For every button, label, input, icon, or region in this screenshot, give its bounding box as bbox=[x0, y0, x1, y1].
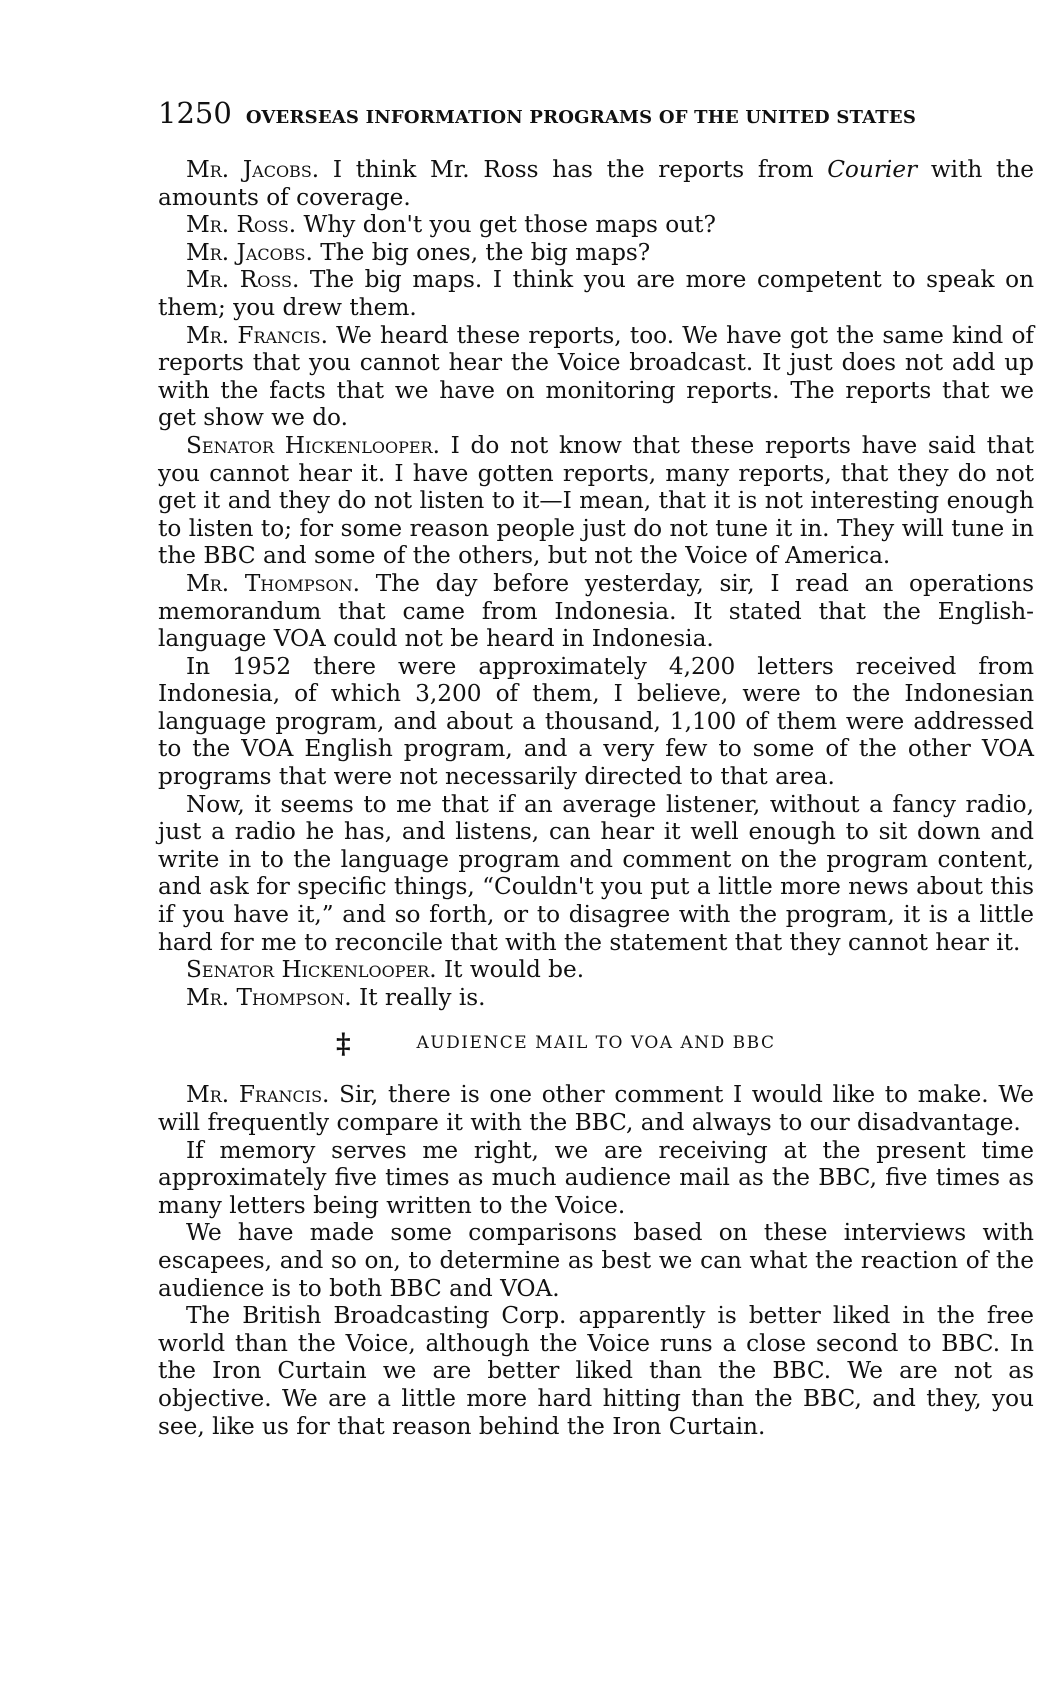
paragraph-text: The British Broadcasting Corp. apparently is better liked in the free world than the Voice, although the Voice runs a close second to BBC. In the Iron Curtain we are better liked than the BBC. We are not as objective. We are a little more hard hitting than the BBC, and they, you see, like us for that reason behind the Iron Curtain. bbox=[158, 1302, 1034, 1440]
page-number: 1250 bbox=[158, 96, 232, 130]
speaker-name: Senator Hickenlooper. bbox=[186, 956, 437, 984]
paragraph bbox=[158, 156, 1034, 211]
paragraph bbox=[158, 1081, 1034, 1136]
body-part-2 bbox=[158, 1081, 1034, 1440]
speaker-name: Mr. Francis. bbox=[186, 1081, 330, 1109]
paragraph-text: I think Mr. Ross has the reports from bbox=[319, 156, 828, 183]
paragraph bbox=[158, 266, 1034, 321]
paragraph-text: with the amounts of coverage. bbox=[158, 156, 1035, 211]
section-header bbox=[158, 1027, 1034, 1061]
paragraph-text: It would be. bbox=[436, 956, 585, 984]
body-part-1 bbox=[158, 156, 1034, 1011]
paragraph-text: It really is. bbox=[351, 983, 486, 1011]
paragraph-text: The big maps. I think you are more competent to speak on them; you drew them. bbox=[158, 266, 1035, 321]
document-page bbox=[158, 96, 1034, 1440]
paragraph-text: The day before yesterday, sir, I read an operations memorandum that came from Indonesia. It stated that the English-language VOA could not be heard in Indonesia. bbox=[158, 569, 1034, 653]
speaker-name: Mr. Thompson. bbox=[186, 569, 361, 597]
speaker-name: Mr. Ross. bbox=[186, 211, 297, 239]
page-header bbox=[158, 96, 1034, 140]
paragraph bbox=[158, 956, 1034, 984]
speaker-name: Mr. Francis. bbox=[186, 321, 328, 349]
paragraph bbox=[158, 432, 1034, 570]
speaker-name: Senator Hickenlooper. bbox=[186, 431, 440, 459]
paragraph-text: Sir, there is one other comment I would like to make. We will frequently compare it with the BBC, and always to our disadvantage. bbox=[158, 1081, 1034, 1136]
paragraph bbox=[158, 984, 1034, 1012]
paragraph bbox=[158, 322, 1034, 432]
margin-mark: ‡ bbox=[336, 1027, 351, 1061]
speaker-name: Mr. Jacobs. bbox=[186, 156, 320, 183]
paragraph bbox=[158, 791, 1034, 957]
paragraph-text: We heard these reports, too. We have got the same kind of reports that you cannot hear the Voice broadcast. It just does not add up with the facts that we have on monitoring reports. The reports that we get show we do. bbox=[158, 321, 1035, 432]
section-heading: AUDIENCE MAIL TO VOA AND BBC bbox=[416, 1033, 776, 1054]
paragraph bbox=[158, 1137, 1034, 1220]
publication-name: Courier bbox=[827, 156, 918, 183]
paragraph-text: Now, it seems to me that if an average listener, without a fancy radio, just a radio he has, and listens, can hear it well enough to sit down and write in to the language program and comment on the program content, and ask for specific things, “Couldn't you put a little more news about this if you have it,” and so forth, or to disagree with the program, it is a little hard for me to reconcile that with the statement that they cannot hear it. bbox=[158, 790, 1034, 956]
running-head: OVERSEAS INFORMATION PROGRAMS OF THE UNITED STATES bbox=[245, 107, 917, 128]
paragraph bbox=[158, 653, 1034, 791]
speaker-name: Mr. Jacobs. bbox=[186, 238, 313, 266]
paragraph-text: In 1952 there were approximately 4,200 letters received from Indonesia, of which 3,200 of them, I believe, were to the Indonesian language program, and about a thousand, 1,100 of them were addressed to the VOA English program, and a very few to some of the other VOA programs that were not necessarily directed to that area. bbox=[158, 652, 1034, 791]
speaker-name: Mr. Ross. bbox=[186, 266, 300, 294]
paragraph-text: The big ones, the big maps? bbox=[312, 238, 651, 266]
paragraph bbox=[158, 239, 1034, 267]
paragraph bbox=[158, 211, 1034, 239]
paragraph-text: We have made some comparisons based on these interviews with escapees, and so on, to determine as best we can what the reaction of the audience is to both BBC and VOA. bbox=[158, 1219, 1034, 1302]
paragraph bbox=[158, 1219, 1034, 1302]
paragraph-text: Why don't you get those maps out? bbox=[296, 211, 716, 239]
paragraph bbox=[158, 570, 1034, 653]
paragraph-text: If memory serves me right, we are receiving at the present time approximately five times as much audience mail as the BBC, five times as many letters being written to the Voice. bbox=[158, 1136, 1034, 1219]
paragraph-text: I do not know that these reports have said that you cannot hear it. I have gotten reports, many reports, that they do not get it and they do not listen to it—I mean, that it is not interesting enough to listen to; for some reason people just do not tune it in. They will tune in the BBC and some of the others, but not the Voice of America. bbox=[158, 431, 1035, 570]
speaker-name: Mr. Thompson. bbox=[186, 983, 352, 1011]
paragraph bbox=[158, 1302, 1034, 1440]
